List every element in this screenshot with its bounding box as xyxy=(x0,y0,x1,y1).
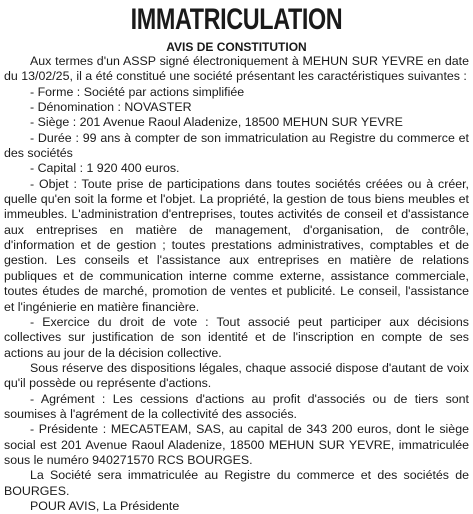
notice-heading: AVIS DE CONSTITUTION xyxy=(166,40,307,54)
registration-paragraph: La Société sera immatriculée au Registre du commerce et des sociétés de BOURGES. xyxy=(4,468,469,498)
signature-line: POUR AVIS, La Présidente xyxy=(30,498,180,513)
notice-body xyxy=(4,54,469,514)
president-paragraph: - Présidente : MECA5TEAM, SAS, au capital de 343 200 euros, dont le siège social est 201 Avenue Raoul Aladenize, 18500 MEHUN SUR YEVRE, immatriculée sous le numéro 940271570 RCS BOURGES. xyxy=(4,422,469,467)
section-banner: IMMATRICULATION xyxy=(130,3,343,36)
votes-paragraph: Sous réserve des dispositions légales, chaque associé dispose d'autant de voix qu'il possède ou représente d'actions. xyxy=(4,360,469,391)
approval-paragraph: - Agrément : Les cessions d'actions au profit d'associés ou de tiers sont soumises à l'agrément de la collectivité des associés. xyxy=(4,391,469,421)
form-line: - Forme : Société par actions simplifiée xyxy=(30,84,245,99)
duration-line: - Durée : 99 ans à compter de son immatriculation au Registre du commerce et des sociétés xyxy=(4,130,469,161)
voting-paragraph: - Exercice du droit de vote : Tout associé peut participer aux décisions collectives sur justification de son identité et de l'inscription en compte de ses actions au jour de la décision collective. xyxy=(4,314,469,360)
capital-line: - Capital : 1 920 400 euros. xyxy=(30,161,180,176)
denomination-line: - Dénomination : NOVASTER xyxy=(30,100,192,115)
intro-paragraph: Aux termes d'un ASSP signé électroniquement à MEHUN SUR YEVRE en date du 13/02/25, il a été constitué une société présentant les caractéristiques suivantes : xyxy=(4,54,469,84)
siege-line: - Siège : 201 Avenue Raoul Aladenize, 18500 MEHUN SUR YEVRE xyxy=(30,115,403,130)
object-paragraph: - Objet : Toute prise de participations dans toutes sociétés créées ou à créer, quelle qu'en soit la forme et l'objet. La propriété, la gestion de tous biens meubles et immeubles. L'administration d'entreprises, toutes activités de conseil et d'assistance aux entreprises en matière de management, d'organisation, de contrôle, d'information et de gestion ; toutes prestations administratives, comptables et de gestion. Les conseils et l'assistance aux entreprises en matière de relations publiques et de communication interne comme externe, assistance commerciale, toutes études de marché, promotion de ventes et publicité. Le conseil, l'assistance et l'ingénierie en matière financière. xyxy=(4,176,469,314)
